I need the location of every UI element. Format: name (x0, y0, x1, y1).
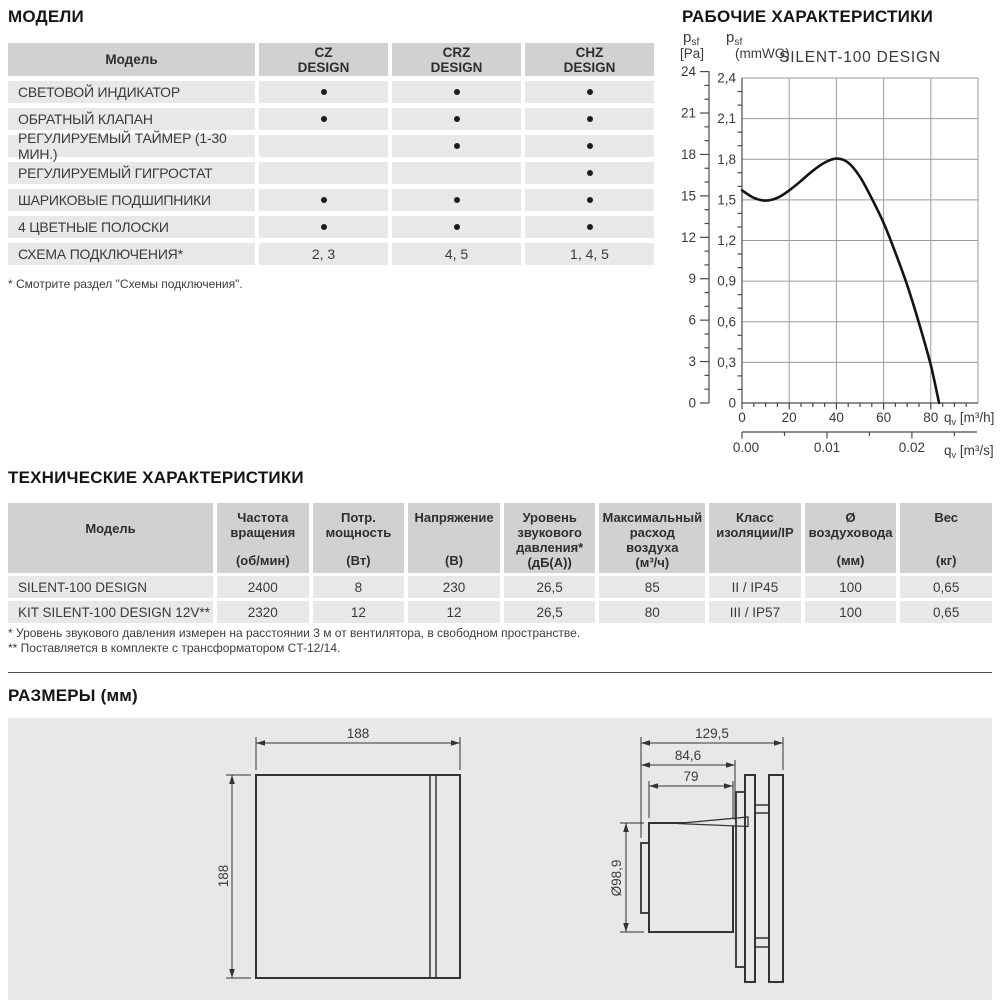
tech-cell-r0-c1: 2400 (217, 576, 309, 598)
tech-header-1 (217, 503, 309, 573)
header-line1: CZ (314, 44, 333, 60)
dim-arrowhead (641, 740, 650, 746)
axis-mmwg-ticklabel: 2,4 (717, 70, 736, 86)
tech-header-unit: (мм) (836, 553, 865, 568)
models-header-crz (392, 43, 521, 76)
models-footnote: * Смотрите раздел "Схемы подключения". (8, 277, 243, 291)
models-cell-r0-c0 (259, 81, 388, 103)
tech-header-unit: (дБ(А)) (527, 555, 572, 570)
tech-cell-r0-c8: 0,65 (900, 576, 992, 598)
models-table (8, 43, 654, 265)
axis-pa-ticklabel: 0 (688, 395, 696, 411)
spacer-bar-top (755, 805, 769, 813)
tech-header-4 (504, 503, 596, 573)
feature-dot (454, 116, 460, 122)
axis-pa-ticklabel: 15 (680, 188, 696, 204)
axis-pa-ticklabel: 24 (680, 64, 696, 80)
models-cell-r2-c2 (525, 135, 654, 157)
models-cell-r1-c2 (525, 108, 654, 130)
feature-dot (587, 197, 593, 203)
tech-cell-r0-c0: SILENT-100 DESIGN (8, 576, 213, 598)
axis-mmwg-ticklabel: 0,3 (717, 354, 736, 370)
duct-tube (649, 823, 733, 932)
axis-mmwg-ticklabel: 0,9 (717, 273, 736, 289)
tech-cell-r0-c3: 230 (408, 576, 500, 598)
feature-dot (321, 224, 327, 230)
axis-mmwg-header-unit: (mmWG) (735, 46, 790, 61)
tech-header-unit: (об/мин) (235, 553, 290, 568)
tech-cell-r0-c7: 100 (805, 576, 897, 598)
header-line2: DESIGN (563, 59, 616, 75)
feature-dot (454, 89, 460, 95)
tech-header-8 (900, 503, 992, 573)
tech-header-name: Уровень звукового давления* (516, 510, 584, 555)
dimensions-drawing (8, 718, 992, 1000)
tech-header-name: Ø воздуховода (808, 510, 893, 540)
side-view (609, 726, 783, 982)
side-body-depth-label: 84,6 (674, 748, 702, 763)
dimensions-section-title: РАЗМЕРЫ (мм) (8, 686, 138, 705)
axis-x-ticklabel: 40 (828, 410, 844, 425)
axis-pa-header: $p_{sf}$ (683, 29, 700, 48)
performance-section-title: РАБОЧИЕ ХАРАКТЕРИСТИКИ (682, 7, 934, 26)
dim-arrowhead (229, 969, 235, 978)
dimensions-drawing-box (8, 718, 992, 1000)
mounting-wedge (677, 817, 748, 827)
axis-mmwg-ticklabel: 2,1 (717, 111, 736, 127)
tech-cell-r0-c6: II / IP45 (709, 576, 801, 598)
feature-dot (454, 197, 460, 203)
models-header-cz (259, 43, 388, 76)
side-duct-depth-label: 79 (683, 769, 699, 784)
axis-x2 (742, 432, 977, 439)
tech-header-name: Класс изоляции/IP (716, 510, 794, 540)
header-line1: Модель (105, 52, 158, 67)
models-header-chz (525, 43, 654, 76)
models-cell-r4-c0 (259, 189, 388, 211)
axis-mmwg-ticklabel: 1,5 (717, 192, 736, 208)
tech-header-unit: (кг) (935, 553, 957, 568)
models-header-model (8, 43, 255, 76)
models-cell-r6-c1: 4, 5 (392, 243, 521, 265)
models-cell-r6-c0: 2, 3 (259, 243, 388, 265)
models-row-label: РЕГУЛИРУЕМЫЙ ТАЙМЕР (1-30 МИН.) (8, 135, 255, 157)
axis-x-ticklabel: 80 (923, 410, 939, 425)
models-row-label: ОБРАТНЫЙ КЛАПАН (8, 108, 255, 130)
chart-title: SILENT-100 DESIGN (779, 49, 941, 66)
mount-plate (745, 775, 755, 982)
tech-header-5 (599, 503, 705, 573)
header-line1: CHZ (575, 44, 604, 60)
axis-pa-ticklabel: 21 (680, 105, 696, 121)
tech-header-2 (313, 503, 405, 573)
feature-dot (454, 224, 460, 230)
tech-cell-r1-c8: 0,65 (900, 601, 992, 623)
dim-arrowhead (623, 923, 629, 932)
dim-arrowhead (641, 762, 650, 768)
tech-table (8, 503, 992, 623)
axis-x2-unit: $q_v$ [m³/s] (944, 443, 994, 460)
axis-mmwg-header: $p_{sf}$ (726, 29, 743, 48)
models-row-label: СВЕТОВОЙ ИНДИКАТОР (8, 81, 255, 103)
axis-x-ticklabel: 60 (876, 410, 892, 425)
tech-header-unit (709, 553, 801, 573)
dim-arrowhead (724, 783, 733, 789)
models-cell-r6-c2: 1, 4, 5 (525, 243, 654, 265)
models-cell-r4-c2 (525, 189, 654, 211)
tech-cell-r0-c4: 26,5 (504, 576, 596, 598)
feature-dot (321, 197, 327, 203)
axis-x-ticklabel: 20 (781, 410, 797, 425)
axis-mmwg-ticklabel: 0,6 (717, 314, 736, 330)
tech-section-title: ТЕХНИЧЕСКИЕ ХАРАКТЕРИСТИКИ (8, 468, 304, 487)
feature-dot (587, 116, 593, 122)
front-view (216, 726, 460, 978)
dim-arrowhead (774, 740, 783, 746)
tech-footnote-2: ** Поставляется в комплекте с трансформатором CT-12/14. (8, 641, 341, 655)
axis-mmwg (738, 78, 743, 403)
dim-arrowhead (451, 740, 460, 746)
tech-cell-r1-c2: 12 (313, 601, 405, 623)
axis-x2-ticklabel: 0.01 (813, 440, 841, 455)
axis-x (742, 403, 978, 410)
tech-footnotes (8, 626, 580, 656)
tech-header-name: Вес (934, 510, 959, 525)
axis-pa-ticklabel: 6 (688, 312, 696, 328)
models-cell-r5-c2 (525, 216, 654, 238)
models-cell-r1-c1 (392, 108, 521, 130)
header-line1: CRZ (442, 44, 471, 60)
axis-mmwg-ticklabel: 1,8 (717, 151, 736, 167)
tech-cell-r0-c5: 85 (599, 576, 705, 598)
feature-dot (454, 143, 460, 149)
duct-lip (641, 843, 649, 913)
tech-header-unit: (Вт) (346, 553, 371, 568)
axis-mmwg-ticklabel: 0 (728, 395, 736, 411)
tech-header-unit: (В) (445, 553, 464, 568)
tech-cell-r1-c4: 26,5 (504, 601, 596, 623)
header-line2: DESIGN (430, 59, 483, 75)
tech-header-3 (408, 503, 500, 573)
axis-pa-header-unit: [Pa] (679, 46, 705, 61)
side-total-depth-label: 129,5 (695, 726, 729, 741)
dim-arrowhead (649, 783, 658, 789)
side-diameter-label: Ø98,9 (609, 859, 624, 897)
dim-arrowhead (726, 762, 735, 768)
models-row-label: РЕГУЛИРУЕМЫЙ ГИГРОСТАТ (8, 162, 255, 184)
axis-pa-ticklabel: 3 (688, 354, 696, 370)
models-cell-r0-c1 (392, 81, 521, 103)
feature-dot (321, 89, 327, 95)
models-cell-r3-c2 (525, 162, 654, 184)
tech-cell-r1-c6: III / IP57 (709, 601, 801, 623)
tech-header-name: Максимальный расход воздуха (602, 510, 703, 555)
tech-header-7 (805, 503, 897, 573)
models-row-label: 4 ЦВЕТНЫЕ ПОЛОСКИ (8, 216, 255, 238)
models-cell-r4-c1 (392, 189, 521, 211)
dim-arrowhead (256, 740, 265, 746)
front-cover-side (769, 775, 783, 982)
axis-mmwg-ticklabel: 1,2 (717, 233, 736, 248)
models-cell-r0-c2 (525, 81, 654, 103)
models-section-title: МОДЕЛИ (8, 7, 84, 26)
axis-x2-ticklabel: 0.02 (898, 440, 926, 455)
feature-dot (321, 116, 327, 122)
axis-x-unit: $q_v$ [m³/h] (944, 410, 995, 427)
tech-cell-r0-c2: 8 (313, 576, 405, 598)
axis-pa-ticklabel: 12 (680, 229, 696, 245)
performance-chart (660, 28, 1000, 460)
models-row-label: ШАРИКОВЫЕ ПОДШИПНИКИ (8, 189, 255, 211)
front-height-label: 188 (216, 864, 231, 888)
models-cell-r5-c0 (259, 216, 388, 238)
axis-pa-ticklabel: 18 (680, 146, 696, 162)
feature-dot (587, 143, 593, 149)
tech-header-name: Модель (85, 520, 136, 536)
tech-header-name: Напряжение (414, 510, 494, 525)
models-cell-r2-c0 (259, 135, 388, 157)
feature-dot (587, 89, 593, 95)
models-cell-r5-c1 (392, 216, 521, 238)
tech-cell-r1-c1: 2320 (217, 601, 309, 623)
feature-dot (587, 170, 593, 176)
spacer-bar-bottom (755, 938, 769, 947)
feature-dot (587, 224, 593, 230)
models-cell-r1-c0 (259, 108, 388, 130)
tech-header-unit (8, 553, 213, 573)
tech-header-6 (709, 503, 801, 573)
models-cell-r2-c1 (392, 135, 521, 157)
models-row-label: СХЕМА ПОДКЛЮЧЕНИЯ* (8, 243, 255, 265)
tech-header-0 (8, 503, 213, 573)
models-cell-r3-c1 (392, 162, 521, 184)
tech-header-name: Частота вращения (230, 510, 296, 540)
axis-x2-ticklabel: 0.00 (732, 440, 760, 455)
dim-arrowhead (229, 775, 235, 784)
tech-header-unit: (м³/ч) (635, 555, 670, 570)
tech-cell-r1-c7: 100 (805, 601, 897, 623)
grid (742, 78, 978, 403)
axis-pa (700, 71, 709, 403)
tech-footnote-1: * Уровень звукового давления измерен на расстоянии 3 м от вентилятора, в свободном пространстве. (8, 626, 581, 640)
header-line2: DESIGN (297, 59, 350, 75)
axis-x-ticklabel: 0 (738, 410, 746, 425)
dim-arrowhead (623, 823, 629, 832)
section-divider (8, 672, 992, 673)
axis-pa-ticklabel: 9 (688, 271, 696, 287)
front-width-label: 188 (346, 726, 370, 741)
models-cell-r3-c0 (259, 162, 388, 184)
tech-cell-r1-c5: 80 (599, 601, 705, 623)
tech-cell-r1-c0: KIT SILENT-100 DESIGN 12V** (8, 601, 213, 623)
tech-cell-r1-c3: 12 (408, 601, 500, 623)
tech-header-name: Потр. мощность (325, 510, 392, 540)
